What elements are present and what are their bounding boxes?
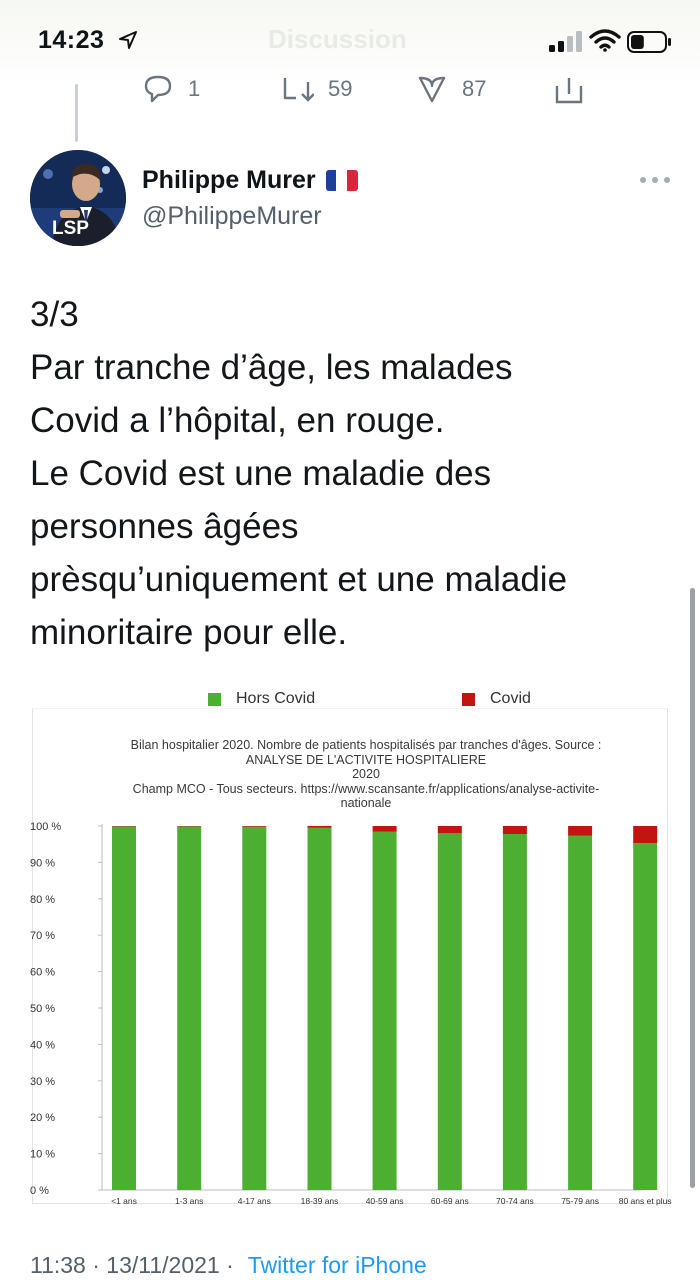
y-tick-label: 90 % xyxy=(30,857,56,870)
retweet-count: 59 xyxy=(328,76,353,101)
y-tick-label: 30 % xyxy=(30,1075,56,1088)
x-tick-label: 40-59 ans xyxy=(365,1196,404,1206)
tweet-text-line: Le Covid est une maladie des xyxy=(30,454,492,493)
x-tick-label: 75-79 ans xyxy=(561,1196,600,1206)
thread-connector-line xyxy=(75,84,78,142)
more-options-icon[interactable] xyxy=(640,172,670,188)
wifi-icon xyxy=(589,28,621,52)
status-time: 14:23 xyxy=(38,26,105,54)
reply-count: 1 xyxy=(188,76,201,101)
bar-hors-covid xyxy=(503,834,527,1190)
like-count: 87 xyxy=(462,76,487,101)
bar-hors-covid xyxy=(308,828,332,1190)
tweet-source-link[interactable]: Twitter for iPhone xyxy=(247,1252,427,1278)
chart-title-line: nationale xyxy=(340,796,392,811)
author-name-row[interactable] xyxy=(142,166,358,195)
y-tick-label: 10 % xyxy=(30,1148,56,1161)
avatar-image xyxy=(30,150,126,246)
bar-covid xyxy=(438,826,462,833)
x-tick-label: 1-3 ans xyxy=(175,1196,204,1206)
reply-button[interactable] xyxy=(142,74,200,104)
previous-tweet-actions xyxy=(0,66,700,106)
tweet-text-line: Par tranche d’âge, les malades xyxy=(30,348,513,387)
bar-hors-covid xyxy=(438,833,462,1190)
bar-hors-covid xyxy=(242,827,266,1190)
bar-hors-covid xyxy=(373,832,397,1191)
x-tick-label: 80 ans et plus xyxy=(618,1196,672,1206)
bar-hors-covid xyxy=(177,826,201,1190)
scrollbar[interactable] xyxy=(690,588,695,1188)
y-tick-label: 70 % xyxy=(30,930,56,943)
chart-title-line: Bilan hospitalier 2020. Nombre de patients hospitalisés par tranches d'âges. Source : xyxy=(130,738,602,752)
battery-icon xyxy=(627,30,673,54)
bar-covid xyxy=(373,826,397,832)
reply-icon xyxy=(142,74,174,104)
tweet-text-line: minoritaire pour elle. xyxy=(30,613,348,652)
tweet-text-line: personnes âgées xyxy=(30,507,299,546)
chart-plot-area xyxy=(28,682,670,1204)
y-tick-label: 0 % xyxy=(30,1185,49,1197)
avatar-badge: LSP xyxy=(52,218,89,239)
legend-label: Hors Covid xyxy=(236,690,316,707)
y-tick-label: 100 % xyxy=(30,821,62,833)
retweet-icon xyxy=(282,74,314,104)
author-handle[interactable]: @PhilippeMurer xyxy=(142,202,322,230)
bar-covid xyxy=(242,826,266,827)
y-tick-label: 20 % xyxy=(30,1112,56,1125)
tweet-meta xyxy=(30,1252,427,1279)
y-tick-label: 60 % xyxy=(30,966,56,979)
retweet-button[interactable] xyxy=(282,74,352,104)
cellular-signal-icon xyxy=(549,30,583,52)
x-tick-label: 70-74 ans xyxy=(495,1196,534,1206)
bar-hors-covid xyxy=(112,826,136,1190)
like-button[interactable] xyxy=(416,74,486,104)
chart-title-line: 2020 xyxy=(352,767,380,782)
tweet-text-line: 3/3 xyxy=(30,295,79,334)
bar-covid xyxy=(308,826,332,828)
header-title: Discussion xyxy=(268,24,407,54)
share-icon xyxy=(553,74,585,104)
chart-title-line: Champ MCO - Tous secteurs. https://www.scansante.fr/applications/analyse-activite- xyxy=(132,781,600,796)
bar-hors-covid xyxy=(633,843,657,1190)
location-arrow-icon xyxy=(118,30,138,50)
bar-covid xyxy=(568,826,592,836)
author-name: Philippe Murer xyxy=(142,166,316,194)
avatar[interactable] xyxy=(30,150,126,246)
tweet-image-chart[interactable] xyxy=(28,682,670,1204)
tweet-text xyxy=(30,288,680,659)
x-tick-label: <1 ans xyxy=(111,1196,137,1206)
heart-icon xyxy=(416,74,448,104)
y-tick-label: 50 % xyxy=(30,1003,56,1015)
tweet-timestamp: 11:38 · 13/11/2021 · xyxy=(30,1252,234,1278)
tweet-text-line: prèsqu’uniquement et une maladie xyxy=(30,560,568,599)
legend-label: Covid xyxy=(490,690,531,707)
x-tick-label: 60-69 ans xyxy=(430,1196,469,1206)
y-tick-label: 40 % xyxy=(30,1039,56,1052)
x-tick-label: 18-39 ans xyxy=(300,1196,339,1206)
share-button[interactable] xyxy=(553,74,585,104)
tweet-text-line: Covid a l’hôpital, en rouge. xyxy=(30,401,445,440)
bar-hors-covid xyxy=(568,836,592,1190)
bar-covid xyxy=(633,826,657,843)
y-tick-label: 80 % xyxy=(30,893,56,906)
chart-title-line: ANALYSE DE L'ACTIVITE HOSPITALIERE xyxy=(245,752,487,767)
x-tick-label: 4-17 ans xyxy=(237,1196,271,1206)
france-flag-icon xyxy=(326,170,358,191)
bar-covid xyxy=(503,826,527,834)
